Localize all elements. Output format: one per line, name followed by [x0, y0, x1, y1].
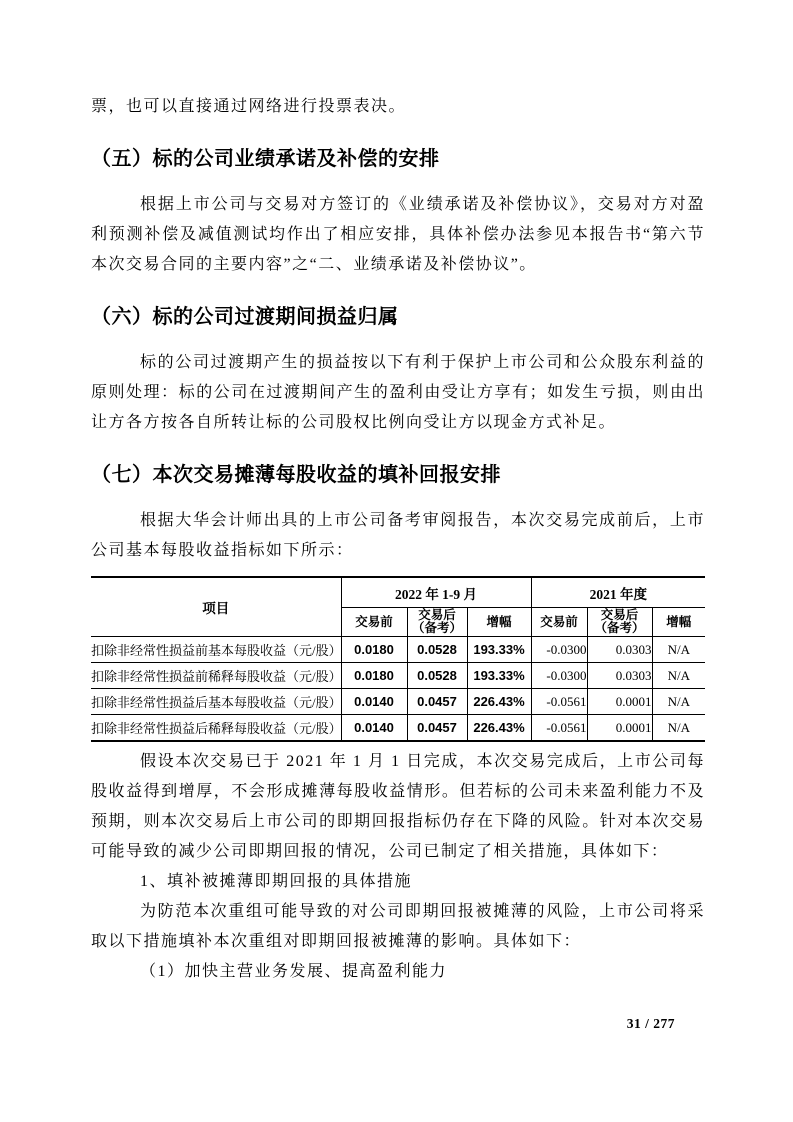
- cell-2021-change: N/A: [652, 637, 705, 663]
- table-row: [91, 715, 705, 742]
- section-7-paragraph: 根据大华会计师出具的上市公司备考审阅报告，本次交易完成前后，上市公司基本每股收益指标如下所示：: [91, 512, 705, 559]
- cell-2022-post: 0.0457: [407, 715, 467, 742]
- cell-2022-pre: 0.0180: [341, 663, 407, 689]
- table-header-item: 项目: [91, 577, 341, 637]
- paragraph-continuation: 票，也可以直接通过网络进行投票表决。: [91, 98, 407, 115]
- section-heading-7: （七）本次交易摊薄每股收益的填补回报安排: [91, 464, 501, 486]
- table-row: [91, 663, 705, 689]
- cell-2021-change: N/A: [652, 715, 705, 742]
- cell-2021-post: 0.0001: [587, 715, 652, 742]
- cell-2022-post: 0.0528: [407, 637, 467, 663]
- cell-2021-pre: -0.0300: [531, 663, 587, 689]
- section-heading-6: （六）标的公司过渡期间损益归属: [91, 306, 399, 328]
- table-row: [91, 637, 705, 663]
- cell-2021-pre: -0.0300: [531, 637, 587, 663]
- cell-2022-post: 0.0457: [407, 689, 467, 715]
- page-number: 31 / 277: [626, 1016, 675, 1031]
- row-label: 扣除非经常性损益后基本每股收益（元/股）: [91, 689, 341, 715]
- table-row: [91, 689, 705, 715]
- section-heading-5: （五）标的公司业绩承诺及补偿的安排: [91, 148, 440, 170]
- cell-2021-post: 0.0303: [587, 637, 652, 663]
- table-header-2021-pre: 交易前: [531, 608, 587, 637]
- table-header-2022-pre: 交易前: [341, 608, 407, 637]
- cell-2021-change: N/A: [652, 689, 705, 715]
- measure-subheading-1-1: （1）加快主营业务发展、提高盈利能力: [140, 963, 448, 980]
- cell-2021-post: 0.0303: [587, 663, 652, 689]
- cell-2022-change: 193.33%: [467, 637, 531, 663]
- table-header-2022-post: 交易后（备考）: [407, 608, 467, 637]
- post-table-paragraph: 假设本次交易已于 2021 年 1 月 1 日完成，本次交易完成后，上市公司每股收益得到增厚，不会形成摊薄每股收益情形。但若标的公司未来盈利能力不及预期，则本次交易后上市公司的即期回报指标仍存在下降的风险。针对本次交易可能导致的减少公司即期回报的情况，公司已制定了相关措施，具体如下：: [91, 753, 705, 860]
- cell-2021-post: 0.0001: [587, 689, 652, 715]
- table-header-2022-change: 增幅: [467, 608, 531, 637]
- cell-2022-pre: 0.0140: [341, 715, 407, 742]
- cell-2021-pre: -0.0561: [531, 715, 587, 742]
- cell-2022-pre: 0.0180: [341, 637, 407, 663]
- eps-comparison-table: [91, 576, 705, 742]
- table-group-header-row: [91, 577, 705, 608]
- cell-2022-post: 0.0528: [407, 663, 467, 689]
- measure-paragraph: 为防范本次重组可能导致的对公司即期回报被摊薄的风险，上市公司将采取以下措施填补本次重组对即期回报被摊薄的影响。具体如下：: [91, 903, 705, 950]
- page-content: [91, 92, 705, 987]
- cell-2022-change: 226.43%: [467, 689, 531, 715]
- cell-2022-change: 226.43%: [467, 715, 531, 742]
- row-label: 扣除非经常性损益前稀释每股收益（元/股）: [91, 663, 341, 689]
- row-label: 扣除非经常性损益后稀释每股收益（元/股）: [91, 715, 341, 742]
- cell-2021-pre: -0.0561: [531, 689, 587, 715]
- cell-2022-pre: 0.0140: [341, 689, 407, 715]
- table-group-2022: 2022 年 1-9 月: [341, 577, 531, 608]
- section-6-paragraph: 标的公司过渡期产生的损益按以下有利于保护上市公司和公众股东利益的原则处理：标的公司在过渡期间产生的盈利由受让方享有；如发生亏损，则由出让方各方按各自所转让标的公司股权比例向受让方以现金方式补足。: [91, 354, 705, 431]
- section-5-paragraph: 根据上市公司与交易对方签订的《业绩承诺及补偿协议》，交易对方对盈利预测补偿及减值测试均作出了相应安排，具体补偿办法参见本报告书“第六节 本次交易合同的主要内容”之“二、业绩承诺及补偿协议”。: [91, 196, 705, 273]
- table-group-2021: 2021 年度: [531, 577, 705, 608]
- table-header-2021-change: 增幅: [652, 608, 705, 637]
- cell-2021-change: N/A: [652, 663, 705, 689]
- measure-subheading-1: 1、填补被摊薄即期回报的具体措施: [140, 873, 413, 890]
- row-label: 扣除非经常性损益前基本每股收益（元/股）: [91, 637, 341, 663]
- table-header-2021-post: 交易后（备考）: [587, 608, 652, 637]
- cell-2022-change: 193.33%: [467, 663, 531, 689]
